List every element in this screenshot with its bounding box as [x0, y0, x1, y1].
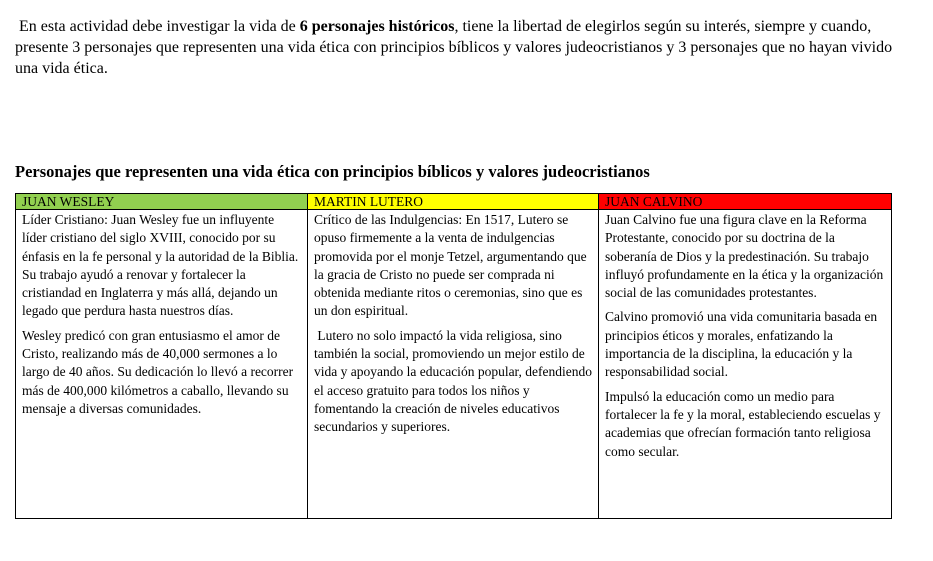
- intro-bold-text: 6 personajes históricos: [299, 18, 455, 35]
- section-title: Personajes que representen una vida ética con principios bíblicos y valores judeocristianos: [15, 162, 650, 181]
- cell-martin-lutero: [308, 210, 599, 519]
- calvino-paragraph-1: Juan Calvino fue una figura clave en la Reforma Protestante, conocido por su doctrina de la soberanía de Dios y la predestinación. Su trabajo influyó profundamente en la ética y la organización social de las comunidades protestantes.: [605, 212, 884, 301]
- wesley-paragraph-2: Wesley predicó con gran entusiasmo el amor de Cristo, realizando más de 40,000 sermones a lo largo de 40 años. Su dedicación lo llevó a recorrer más de 400,000 kilómetros a caballo, llevando su mensaje a diversas comunidades.: [22, 327, 294, 416]
- cell-juan-calvino: [599, 210, 892, 519]
- wesley-paragraph-1: Líder Cristiano: Juan Wesley fue un influyente líder cristiano del siglo XVIII, conocido por su énfasis en la fe personal y la autoridad de la Biblia. Su trabajo ayudó a renovar y fortalecer la cristiandad en Inglaterra y más allá, dejando un legado que perdura hasta nuestros días.: [22, 212, 299, 319]
- calvino-paragraph-3: Impulsó la educación como un medio para fortalecer la fe y la moral, estableciendo escuelas y academias que ofrecían formación tanto religiosa como secular.: [605, 388, 881, 459]
- calvino-paragraph-2: Calvino promovió una vida comunitaria basada en principios éticos y morales, enfatizando la importancia de la disciplina, la educación y la responsabilidad social.: [605, 309, 878, 380]
- header-row: [16, 194, 892, 210]
- lutero-paragraph-2: Lutero no solo impactó la vida religiosa, sino también la social, promoviendo un mejor estilo de vida y apoyando la educación popular, defendiendo el acceso gratuito para todos los niños y fomentando la creación de niveles educativos secundarios y superiores.: [314, 327, 596, 435]
- content-row: [16, 210, 892, 519]
- header-juan-calvino: JUAN CALVINO: [599, 194, 892, 210]
- lutero-paragraph-1: Crítico de las Indulgencias: En 1517, Lutero se opuso firmemente a la venta de indulgencias promovida por el monje Tetzel, argumentando que la gracia de Cristo no puede ser comprada ni obtenida mediante ritos o ceremonias, sino que es un don espiritual.: [314, 212, 587, 319]
- personajes-table: [15, 193, 892, 519]
- intro-paragraph: [15, 16, 900, 79]
- intro-text-start: En esta actividad debe investigar la vida de: [19, 18, 300, 35]
- header-martin-lutero: MARTIN LUTERO: [308, 194, 599, 210]
- cell-juan-wesley: [16, 210, 308, 519]
- intro-text-end: , tiene la libertad de elegirlos según su interés, siempre y cuando, presente 3 personajes que representen una vida ética con principios bíblicos y valores judeocristianos y 3 personajes que no hayan vivido una vida ética.: [15, 18, 893, 77]
- header-juan-wesley: JUAN WESLEY: [16, 194, 308, 210]
